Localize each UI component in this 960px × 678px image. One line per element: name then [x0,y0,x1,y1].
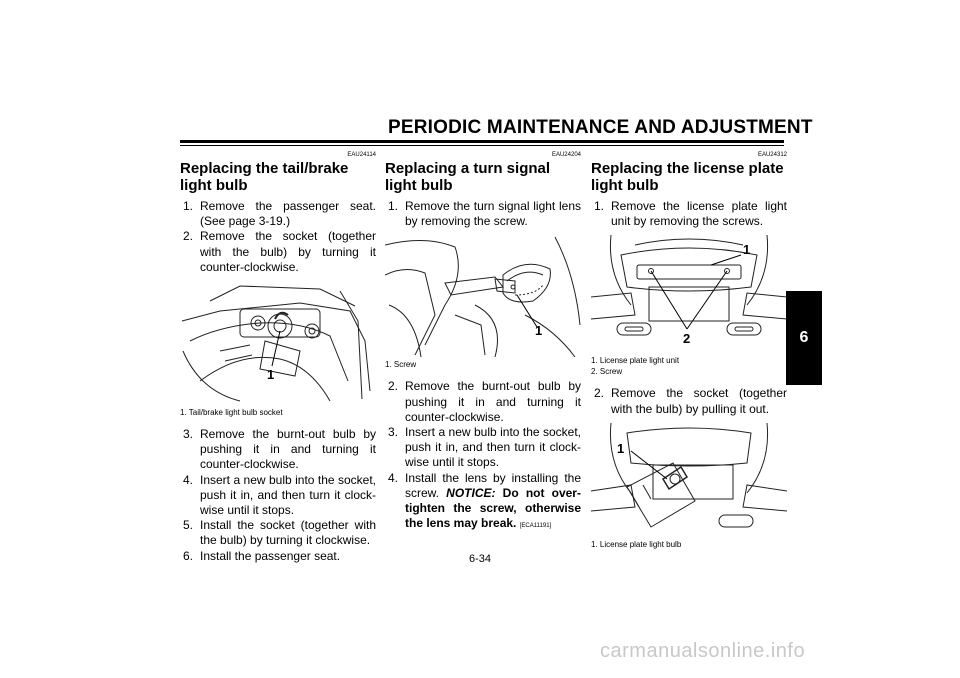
notice-text: Do not over-tighten the screw, otherwise the lens may break. [405,485,581,531]
steps-list [591,199,787,229]
figure-caption [385,359,581,370]
step-text: Remove the burnt-out bulb by pushing it in and turning it counter-clockwise. [405,379,581,424]
watermark: carmanualsonline.info [600,640,806,662]
page-header-title: PERIODIC MAINTENANCE AND ADJUSTMENT [388,117,813,138]
header-rule-thin [180,145,784,146]
notice-label: NOTICE: [446,485,496,500]
step-number: 4. [388,470,399,485]
step-text: Install the socket (together with the bulb) by turning it clockwise. [200,518,376,548]
callout-1: 1 [743,242,751,258]
tail-socket-illustration [180,281,376,405]
section-license-plate [591,152,787,550]
step-text: Insert a new bulb into the socket, push it in, and then turn it clock-wise until it stops. [200,472,376,518]
step-number: 2. [388,379,399,394]
caption-line: 1. License plate light bulb [591,539,682,549]
steps-list [180,199,376,275]
section-turn-signal [385,152,581,534]
step-number: 1. [388,199,399,213]
step-number: 5. [183,518,194,533]
step-item [180,549,376,564]
step-text: Remove the turn signal light lens by removing the screw. [405,199,581,229]
section-title: Replacing a turn signal light bulb [385,160,551,194]
chapter-tab: 6 [786,291,822,385]
step-item [385,471,581,535]
step-text: Remove the socket (together with the bulb) by turning it counter-clockwise. [200,229,376,274]
step-text: Install the lens by installing the screw. [405,470,581,500]
figure-caption [591,355,787,377]
step-item [591,199,787,229]
caption-line: 1. License plate light unit [591,356,680,366]
section-code: EAU24114 [347,152,376,158]
step-item [180,473,376,519]
step-text: Install the passenger seat. [200,548,341,563]
steps-list [180,427,376,564]
turn-signal-illustration [385,235,581,357]
steps-list [385,379,581,470]
step-text: Remove the burnt-out bulb by pushing it in and turning it counter-clockwise. [200,427,376,472]
section-code: EAU24204 [551,152,581,158]
step-number: 2. [594,386,605,401]
figure-caption [591,539,787,550]
step-number: 1. [594,199,605,213]
section-code: EAU24312 [757,152,787,158]
step-number: 3. [183,427,194,442]
figure-license-bulb [591,423,787,537]
step-text: Insert a new bulb into the socket, push it in, and then turn it clock-wise until it stops. [405,425,581,470]
step-item [385,199,581,229]
callout-1: 1 [617,440,625,456]
figure-turn-signal [385,235,581,357]
step-number: 6. [183,548,194,563]
step-item [385,425,581,471]
figure-tail-socket [180,281,376,405]
steps-list [591,386,787,416]
notice-code: [ECA11191] [519,523,552,530]
step-item [180,199,376,229]
figure-license-unit [591,235,787,353]
step-item [180,229,376,275]
header-rule [180,140,784,143]
section-title: Replacing the tail/brake light bulb [180,160,349,194]
section-title: Replacing the license plate light bulb [591,160,784,194]
step-item [591,386,787,416]
step-text: Remove the passenger seat. (See page 3-19.) [200,199,376,229]
callout-1: 1 [267,367,275,383]
step-item [385,379,581,425]
step-number: 1. [183,199,194,213]
steps-list [385,199,581,229]
callout-2: 2 [683,331,691,347]
step-number: 2. [183,229,194,244]
page-number: 6-34 [468,553,492,565]
steps-list [385,471,581,535]
caption-line: 1. Tail/brake light bulb socket [180,408,283,418]
step-text: Remove the license plate light unit by removing the screws. [611,199,787,229]
caption-line: 1. Screw [385,360,417,370]
step-text: Remove the socket (together with the bulb) by pulling it out. [611,386,787,416]
section-tail-brake [180,152,376,564]
caption-line: 2. Screw [591,367,623,377]
step-number: 4. [183,472,194,487]
callout-1: 1 [535,323,543,339]
figure-caption [180,407,376,418]
step-item [180,518,376,548]
step-item [180,427,376,473]
step-number: 3. [388,425,399,440]
